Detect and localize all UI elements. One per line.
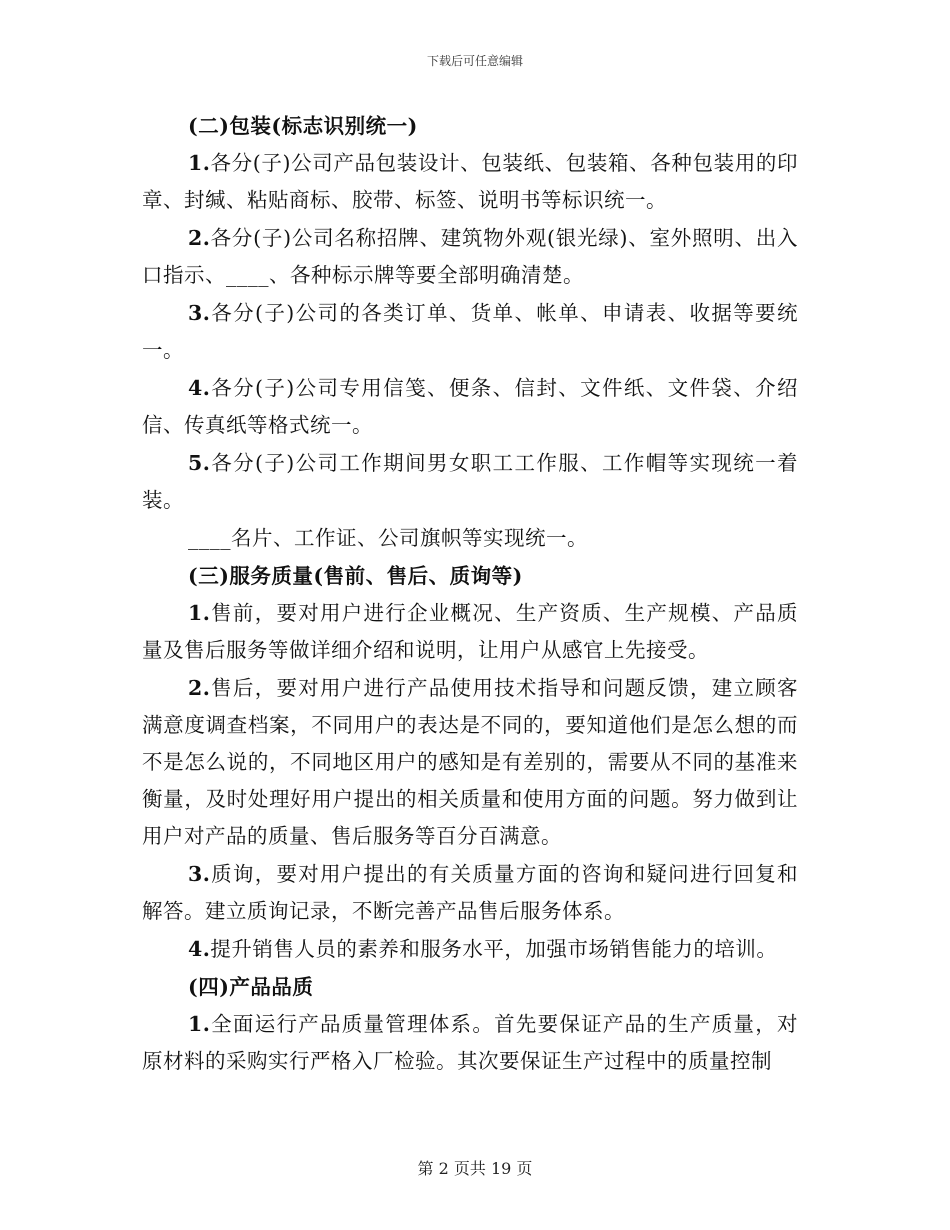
list-item: 1.全面运行产品质量管理体系。首先要保证产品的生产质量，对原材料的采购实行严格入厂检验。其次要保证生产过程中的质量控制 xyxy=(142,1012,798,1073)
page-number: 第 2 页共 19 页 xyxy=(417,1159,533,1178)
list-item: 5.各分(子)公司工作期间男女职工工作服、工作帽等实现统一着装。 xyxy=(142,451,798,512)
document-body xyxy=(142,108,798,1080)
list-item: 2.各分(子)公司名称招牌、建筑物外观(银光绿)、室外照明、出入口指示、____、各种标示牌等要全部明确清楚。 xyxy=(142,226,798,287)
list-item: 4.提升销售人员的素养和服务水平，加强市场销售能力的培训。 xyxy=(188,937,778,961)
list-item: 4.各分(子)公司专用信笺、便条、信封、文件纸、文件袋、介绍信、传真纸等格式统一。 xyxy=(142,376,798,437)
section-heading-packaging: (二)包装(标志识别统一) xyxy=(188,114,418,138)
page-header-note: 下载后可任意编辑 xyxy=(426,54,523,68)
list-item: 1.售前，要对用户进行企业概况、生产资质、生产规模、产品质量及售后服务等做详细介绍和说明，让用户从感官上先接受。 xyxy=(142,601,798,662)
list-item: 3.各分(子)公司的各类订单、货单、帐单、申请表、收据等要统一。 xyxy=(142,301,798,362)
section-heading-product-quality: (四)产品品质 xyxy=(188,975,314,999)
list-item: 3.质询，要对用户提出的有关质量方面的咨询和疑问进行回复和解答。建立质询记录，不断完善产品售后服务体系。 xyxy=(142,862,798,923)
list-item: 1.各分(子)公司产品包装设计、包装纸、包装箱、各种包装用的印章、封缄、粘贴商标、胶带、标签、说明书等标识统一。 xyxy=(142,151,798,212)
list-item: 2.售后，要对用户进行产品使用技术指导和问题反馈，建立顾客满意度调查档案，不同用户的表达是不同的，要知道他们是怎么想的而不是怎么说的，不同地区用户的感知是有差别的，需要从不同的基准来衡量，及时处理好用户提出的相关质量和使用方面的问题。努力做到让用户对产品的质量、售后服务等百分百满意。 xyxy=(142,676,798,848)
paragraph-extra: ____名片、工作证、公司旗帜等实现统一。 xyxy=(188,526,588,550)
section-heading-service-quality: (三)服务质量(售前、售后、质询等) xyxy=(188,564,523,588)
